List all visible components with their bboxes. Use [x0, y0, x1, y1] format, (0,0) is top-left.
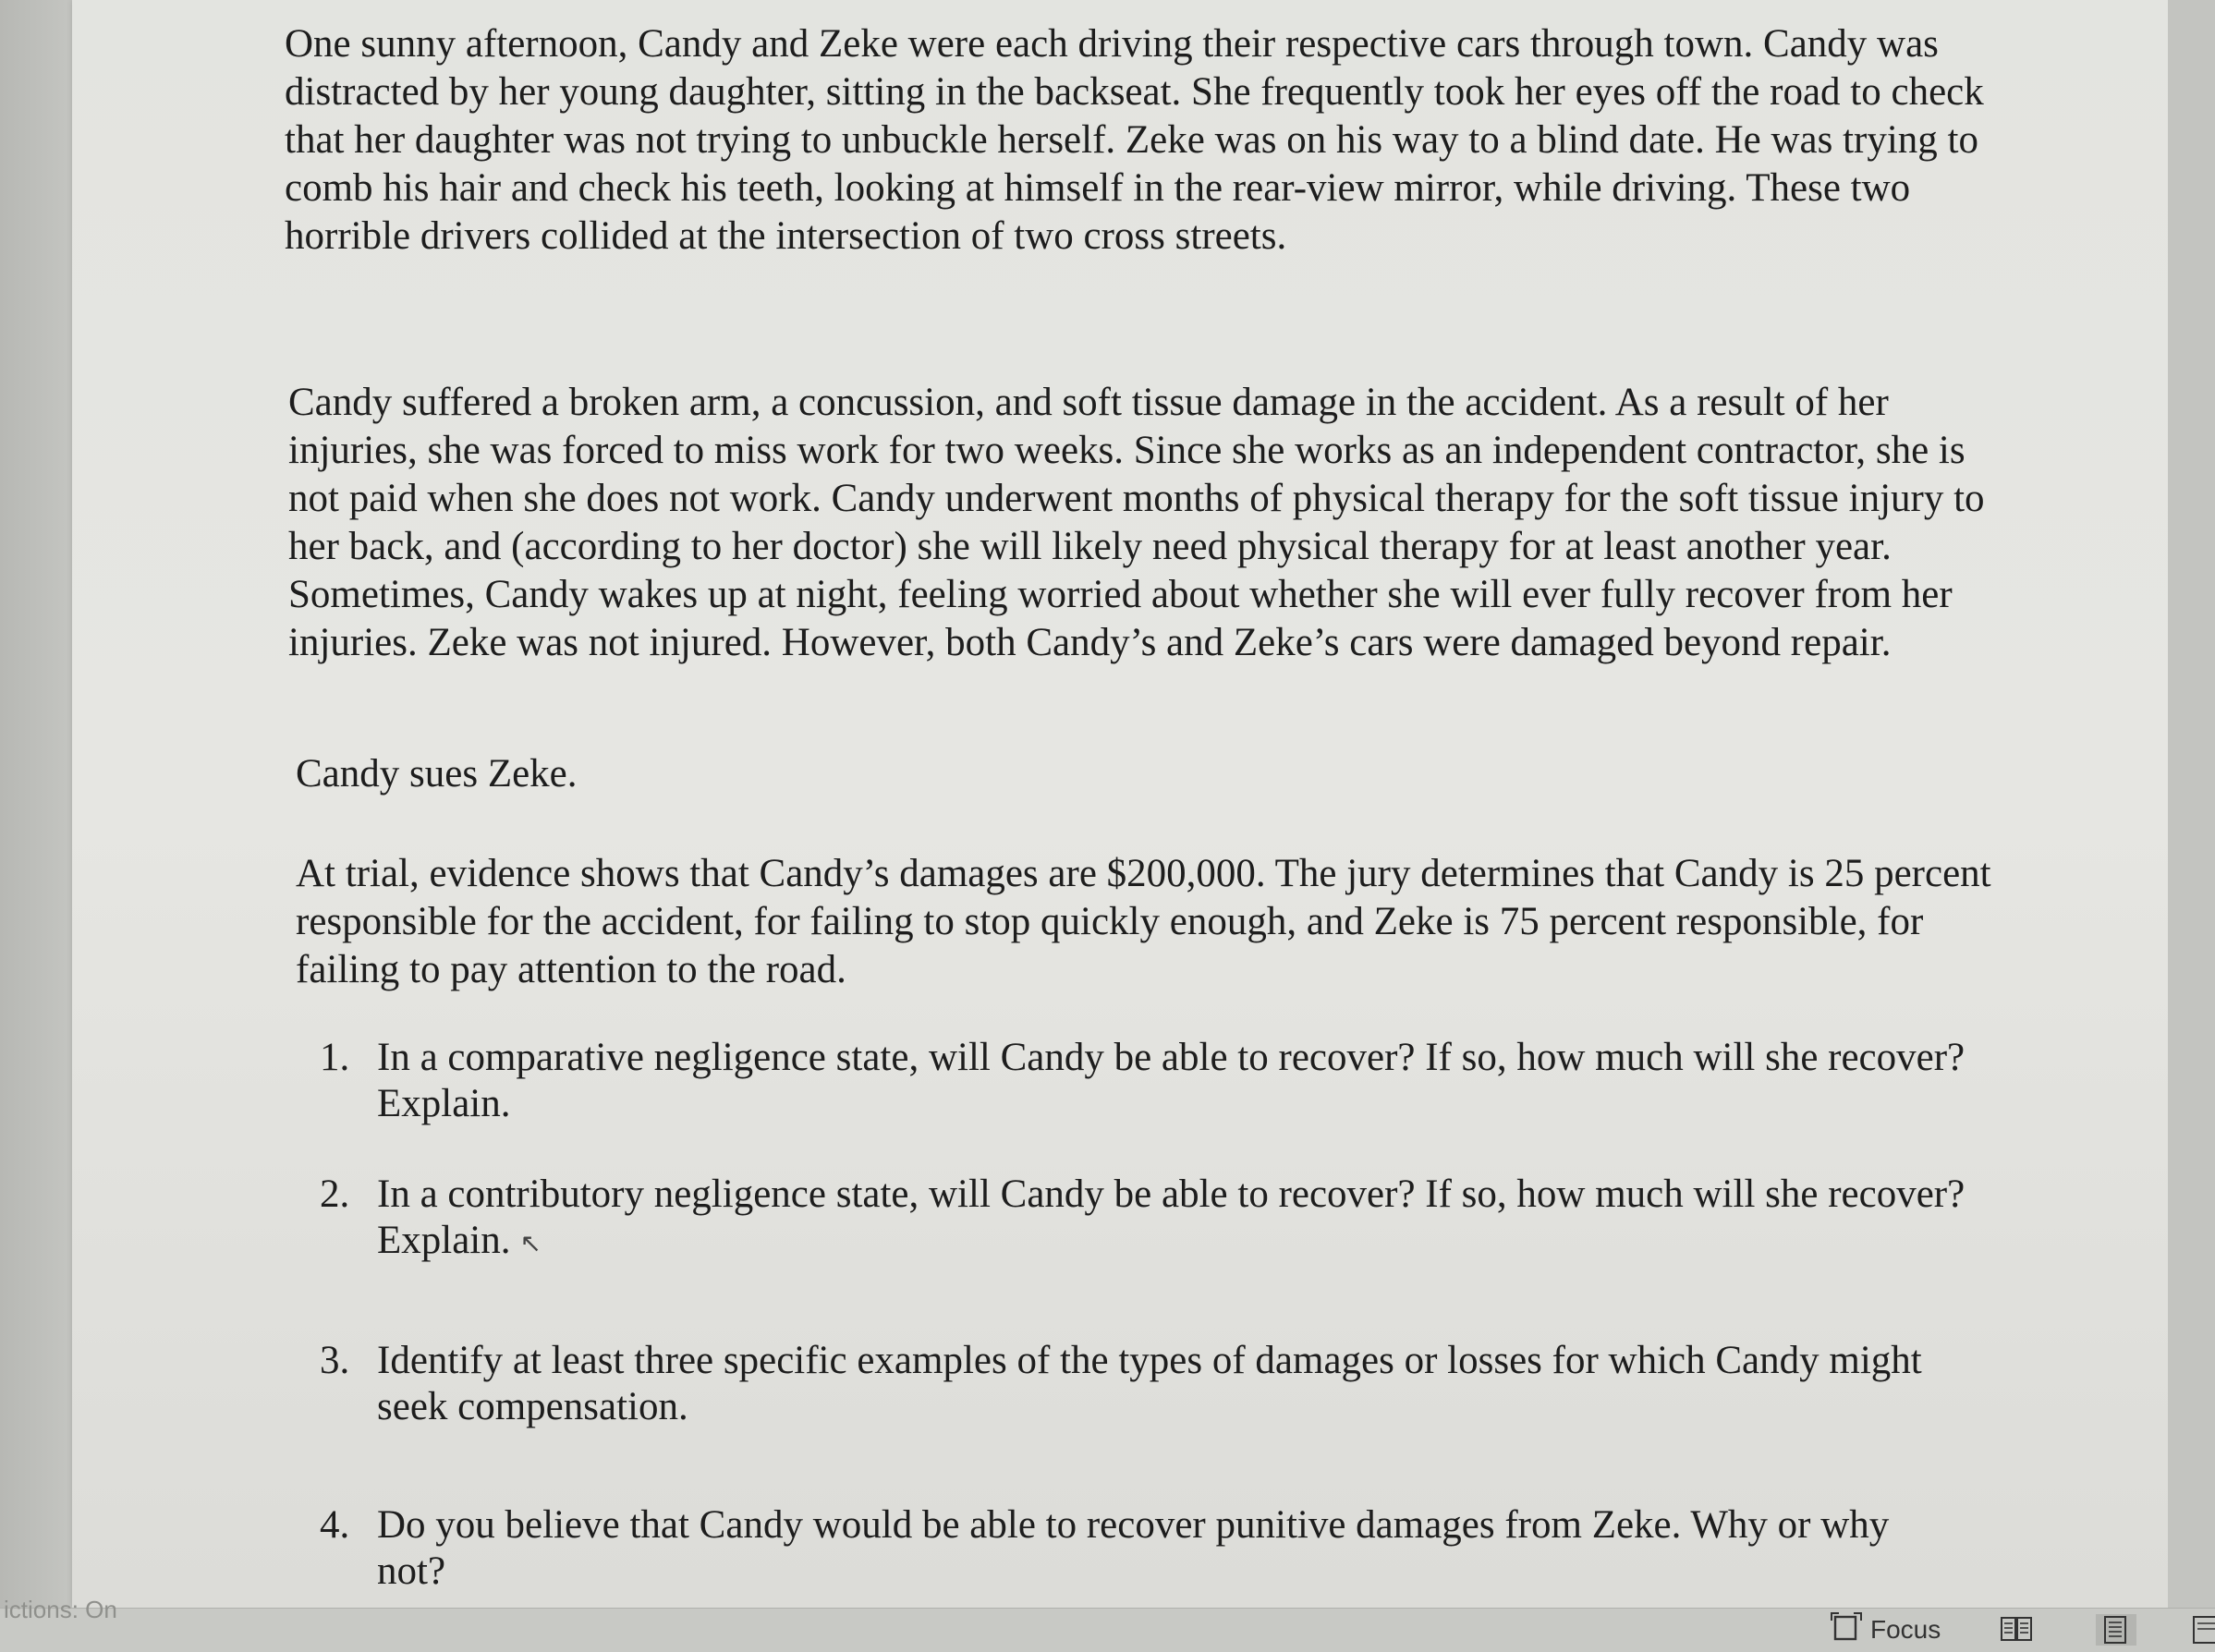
question-number: 2. — [320, 1172, 350, 1216]
question-text: Identify at least three specific examples of the types of damages or losses for which Candy might seek compensation. — [377, 1339, 1922, 1428]
mouse-pointer-icon: ↖ — [519, 1228, 542, 1259]
question-3 — [320, 1338, 1966, 1430]
question-text: Do you believe that Candy would be able to recover punitive damages from Zeke. Why or why not? — [377, 1503, 1890, 1593]
question-text: In a contributory negligence state, will Candy be able to recover? If so, how much will she recover? Explain. — [377, 1172, 1966, 1262]
web-layout-button[interactable] — [2190, 1614, 2215, 1646]
paragraph-trial: At trial, evidence shows that Candy’s damages are $200,000. The jury determines that Candy is 25 percent responsible for the accident, for failing to stop quickly enough, and Zeke is 75 percent responsible, for failing to pay attention to the road. — [296, 852, 1991, 991]
read-mode-icon — [2000, 1634, 2033, 1649]
question-number: 1. — [320, 1036, 350, 1079]
document-page[interactable] — [72, 0, 2168, 1608]
focus-icon — [1830, 1611, 1863, 1649]
left-margin — [0, 0, 72, 1608]
question-4 — [320, 1502, 1966, 1595]
predictions-status[interactable]: ictions: On — [4, 1596, 117, 1623]
paragraph-lawsuit: Candy sues Zeke. — [296, 752, 578, 796]
focus-label: Focus — [1870, 1615, 1941, 1644]
question-number: 4. — [320, 1503, 350, 1547]
print-layout-button[interactable] — [2096, 1614, 2136, 1646]
paragraph-accident: One sunny afternoon, Candy and Zeke were each driving their respective cars through town. Candy was distracted by her young daughter, sitting in the backseat. She frequently took her eyes off the road to check that her daughter was not trying to unbuckle herself. Zeke was on his way to a blind date. He was trying to comb his hair and check his teeth, looking at himself in the rear-view mirror, while driving. These two horrible drivers collided at the intersection of two cross streets. — [285, 22, 1984, 258]
web-layout-icon — [2190, 1634, 2215, 1646]
read-mode-button[interactable] — [2000, 1614, 2033, 1646]
status-bar — [0, 1596, 2215, 1652]
paragraph-injuries: Candy suffered a broken arm, a concussion, and soft tissue damage in the accident. As a result of her injuries, she was forced to miss work for two weeks. Since she works as an independent contractor, she is not paid when she does not work. Candy underwent months of physical therapy for the soft tissue injury to her back, and (according to her doctor) she will likely need physical therapy for at least another year. Sometimes, Candy wakes up at night, feeling worried about whether she will ever fully recover from her injuries. Zeke was not injured. However, both Candy’s and Zeke’s cars were damaged beyond repair. — [288, 381, 1985, 664]
question-text: In a comparative negligence state, will Candy be able to recover? If so, how much will she recover? Explain. — [377, 1036, 1966, 1125]
print-layout-icon — [2096, 1634, 2136, 1649]
focus-button[interactable] — [1830, 1612, 1941, 1647]
right-margin — [2168, 0, 2215, 1608]
question-2 — [320, 1172, 1966, 1267]
question-number: 3. — [320, 1339, 350, 1382]
question-1 — [320, 1035, 1966, 1127]
